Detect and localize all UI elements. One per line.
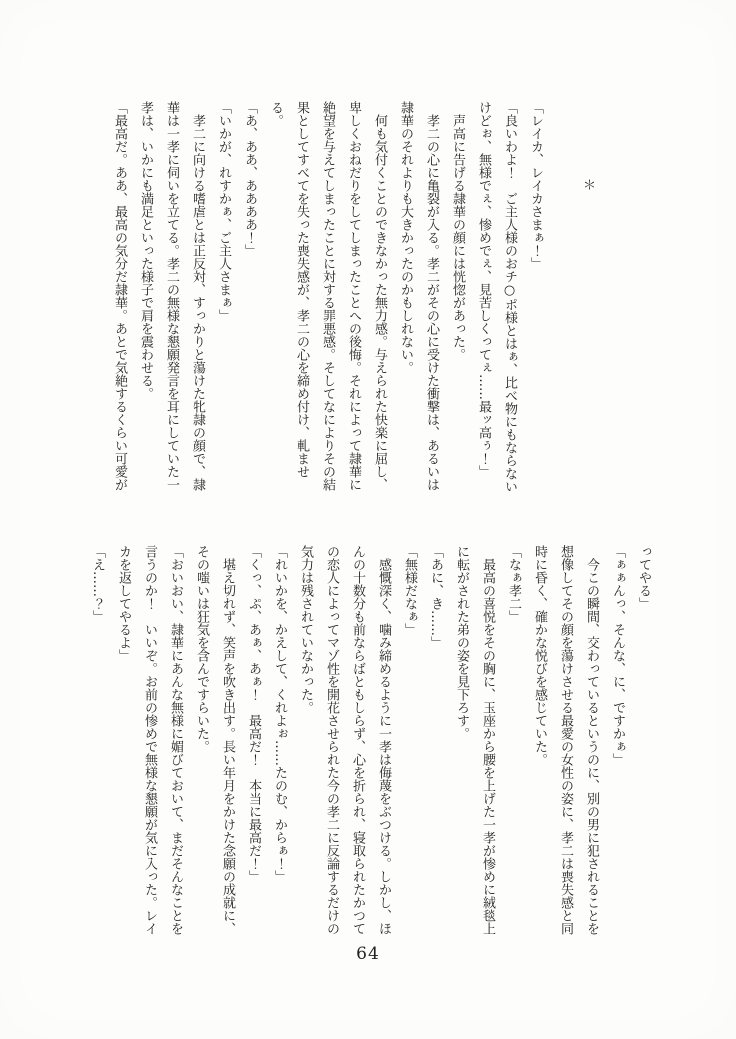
page-number: 64 [356, 944, 380, 964]
dialogue-paragraph: 「いかが、れすかぁ、ご主人さまぁ」 [216, 101, 231, 322]
narration-paragraph: 堪え切れず、笑声を吹き出す。長い年月をかけた念願の成就に、その嗤いは狂気を含んですらいた。 [194, 545, 235, 935]
narration-paragraph: 最高の喜悦をその胸に、玉座から腰を上げた一孝が惨めに絨毯上に転がされた弟の姿を見下ろす。 [454, 545, 495, 935]
narration-paragraph: 孝二に向ける嗜虐とは正反対、すっかりと蕩けた牝隷の顔で、隷華は一孝に伺いを立てる。孝二の無様な懇願発言を耳にしていた一孝は、いかにも満足といった様子で肩を震わせる。 [138, 101, 205, 491]
section-separator: ＊ [580, 178, 595, 191]
narration-paragraph: 何も気付くことのできなかった無力感。与えられた快楽に屈し、卑しくおねだりをしてしまったことへの後悔。それによって隷華に絶望を与えてしまったことに対する罪悪感。そしてなによりその結果としてすべてを失った喪失感が、孝二の心を締め付け、軋ませる。 [268, 101, 387, 491]
dialogue-paragraph: 「最高だ。ああ、最高の気分だ隷華。あとで気絶するくらい可愛が [112, 101, 127, 491]
text-block-bottom [84, 545, 656, 937]
dialogue-paragraph: 「良いわよ！ ご主人様のおチ○ポ様とはぁ、比べ物にもならないけどぉ、無様でぇ、惨めでぇ、見苦しくってぇ……最ッ高ぅ！」 [476, 101, 517, 493]
narration-paragraph: 孝二の心に亀裂が入る。孝二がその心に受けた衝撃は、あるいは隷華のそれよりも大きかったのかもしれない。 [398, 101, 439, 491]
dialogue-paragraph: 「レイカ、レイカさまぁ！」 [528, 101, 543, 270]
dialogue-paragraph: 「あ、ああ、ああああ！」 [242, 101, 257, 257]
dialogue-paragraph: ってやる」 [636, 545, 651, 610]
narration-paragraph: 声高に告げる隷華の顔には恍惚があった。 [450, 114, 465, 361]
dialogue-paragraph: 「おいおい、隷華にあんな無様に媚びておいて、まだそんなことを言うのか！ いいぞ。お前の惨めで無様な懇願が気に入った。レイカを返してやるよ」 [116, 545, 183, 935]
dialogue-paragraph: 「無様だなぁ」 [402, 545, 417, 636]
dialogue-paragraph: 「え……？」 [90, 545, 105, 623]
text-block-top [106, 101, 600, 493]
narration-paragraph: 感慨深く、噛み締めるように一孝は侮蔑をぶつける。しかし、ほんの十数分も前ならばともしらず、心を折られ、寝取られたかつての恋人によってマゾ性を開花させられた今の孝二に反論するだけの気力は残されていなかった。 [298, 545, 391, 935]
dialogue-paragraph: 「れいかを、かえして、くれよぉ……たのむ、からぁ！」 [272, 545, 287, 883]
dialogue-paragraph: 「なぁ孝二」 [506, 545, 521, 623]
dialogue-paragraph: 「ぁぁんっ、そんな、に、ですかぁ」 [610, 545, 625, 766]
dialogue-paragraph: 「くっ、ぷ、あぁ、あぁ！ 最高だ！ 本当に最高だ！」 [246, 545, 261, 883]
dialogue-paragraph: 「あに、き……」 [428, 545, 443, 649]
narration-paragraph: 今この瞬間、交わっているというのに、別の男に犯されることを想像してその顔を蕩けさせる最愛の女性の姿に、孝二は喪失感と同時に昏く、確かな悦びを感じていた。 [532, 545, 599, 935]
